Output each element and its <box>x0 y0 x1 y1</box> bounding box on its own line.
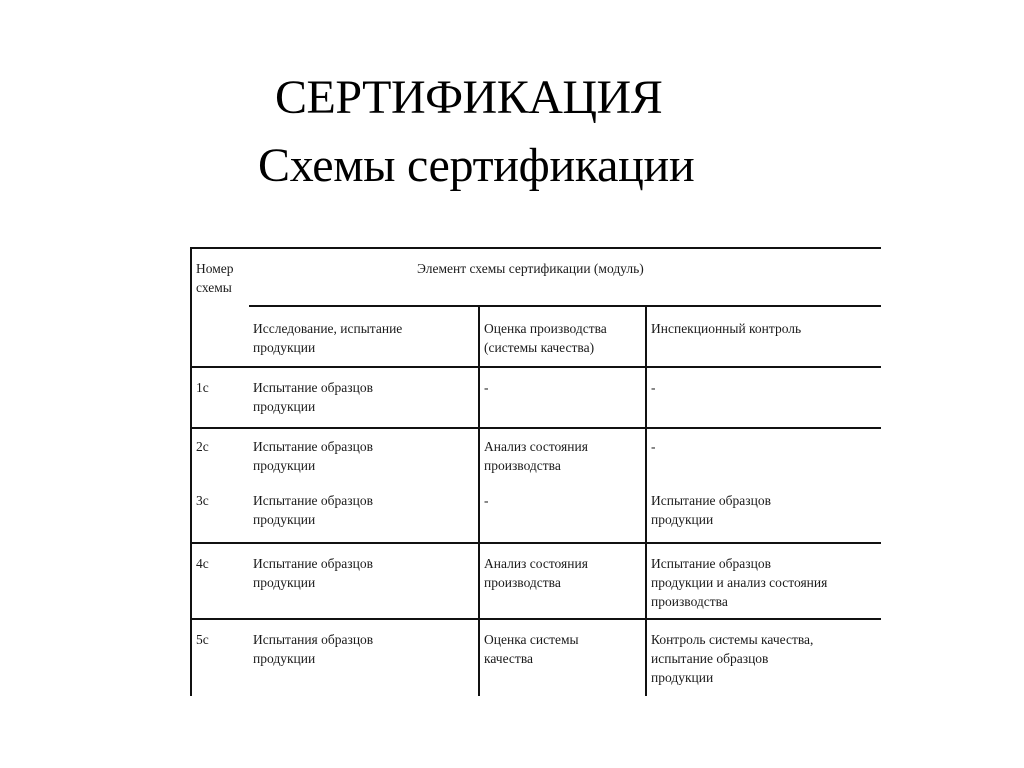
header-scheme-number-line2: схемы <box>196 280 232 295</box>
research-line: Испытание образцов <box>253 380 373 395</box>
inspection-line: продукции <box>651 512 714 527</box>
production-line: Анализ состояния <box>484 556 588 571</box>
research-cell <box>249 367 479 428</box>
header-production-line2: (системы качества) <box>484 340 595 355</box>
table-row <box>191 619 881 696</box>
slide-subtitle: Схемы сертификации <box>258 139 695 192</box>
research-line: Испытания образцов <box>253 632 374 647</box>
header-production-line1: Оценка производства <box>484 321 607 336</box>
header-production-column <box>479 306 646 367</box>
scheme-number: 2с <box>196 439 209 454</box>
table-row <box>191 367 881 428</box>
research-line: Испытание образцов <box>253 493 373 508</box>
header-scheme-number <box>191 248 249 367</box>
inspection-line: Испытание образцов <box>651 556 771 571</box>
inspection-line: - <box>651 380 656 395</box>
inspection-line: Контроль системы качества, <box>651 632 814 647</box>
inspection-line: - <box>651 439 656 454</box>
header-research-line2: продукции <box>253 340 316 355</box>
production-cell <box>479 619 646 696</box>
research-line: Испытание образцов <box>253 439 373 454</box>
production-line: Оценка системы <box>484 632 579 647</box>
inspection-cell <box>646 619 881 696</box>
inspection-line: Испытание образцов <box>651 493 771 508</box>
research-line: продукции <box>253 575 316 590</box>
header-research-column <box>249 306 479 367</box>
inspection-line: испытание образцов <box>651 651 769 666</box>
research-cell-group <box>249 428 479 543</box>
table-subheader-row <box>191 306 881 367</box>
research-line: продукции <box>253 458 316 473</box>
table-row-group <box>191 428 881 543</box>
production-line: производства <box>484 575 561 590</box>
production-line: Анализ состояния <box>484 439 588 454</box>
inspection-line: производства <box>651 594 728 609</box>
inspection-cell <box>646 543 881 619</box>
research-line: Испытание образцов <box>253 556 373 571</box>
research-cell <box>249 619 479 696</box>
production-line: - <box>484 493 489 508</box>
slide-title: СЕРТИФИКАЦИЯ <box>275 71 663 124</box>
header-module-group: Элемент схемы сертификации (модуль) <box>249 248 881 306</box>
research-cell <box>249 543 479 619</box>
certification-schemes-table <box>190 247 881 696</box>
inspection-cell-group <box>646 428 881 543</box>
certification-schemes-table-container <box>190 247 881 696</box>
inspection-line: продукции и анализ состояния <box>651 575 828 590</box>
scheme-number: 1с <box>191 367 249 428</box>
production-cell-group <box>479 428 646 543</box>
header-inspection-column <box>646 306 881 367</box>
scheme-number: 5с <box>191 619 249 696</box>
scheme-number: 4с <box>191 543 249 619</box>
research-line: продукции <box>253 512 316 527</box>
header-research-line1: Исследование, испытание <box>253 321 403 336</box>
header-scheme-number-line1: Номер <box>196 261 234 276</box>
research-line: продукции <box>253 399 316 414</box>
scheme-number: 3с <box>196 493 209 508</box>
production-line: качества <box>484 651 534 666</box>
production-line: - <box>484 380 489 395</box>
research-line: продукции <box>253 651 316 666</box>
production-cell <box>479 543 646 619</box>
header-inspection-line1: Инспекционный контроль <box>651 321 802 336</box>
production-line: производства <box>484 458 561 473</box>
inspection-cell <box>646 367 881 428</box>
scheme-number-group <box>191 428 249 543</box>
production-cell <box>479 367 646 428</box>
inspection-line: продукции <box>651 670 714 685</box>
table-row <box>191 543 881 619</box>
table-header-row <box>191 248 881 306</box>
